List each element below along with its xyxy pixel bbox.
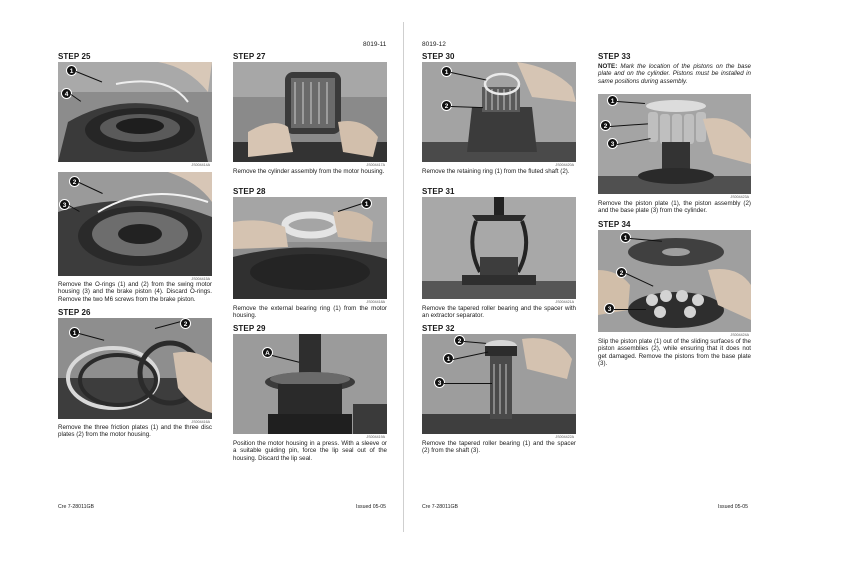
- callout-3: 3: [59, 199, 70, 210]
- step-25-caption: Remove the O-rings (1) and (2) from the swing motor housing (3) and the brake piston (4). Discard O-rings. Remove the two M6 screws from the brake piston.: [58, 281, 212, 303]
- callout-1: 1: [66, 65, 77, 76]
- left-page: [0, 0, 405, 581]
- step-29-caption: Position the motor housing in a press. With a sleeve or a suitable guiding pin, force the lip seal out of the housing. Discard the lip seal.: [233, 440, 387, 462]
- step-25-photo-1: [58, 62, 212, 162]
- step-28-caption: Remove the external bearing ring (1) from the motor housing.: [233, 305, 387, 320]
- step-27-photo: [233, 62, 387, 162]
- note-label: NOTE:: [598, 63, 618, 70]
- step-28-photo: [233, 197, 387, 299]
- footer-code: Cre 7-28011GB: [58, 504, 94, 510]
- step-29-title: STEP 29: [233, 324, 266, 333]
- step-29-photo: [233, 334, 387, 434]
- step-30-photo: [422, 62, 576, 162]
- callout-2: 2: [600, 120, 611, 131]
- callout-3: 3: [604, 303, 615, 314]
- leader-line: [444, 383, 492, 384]
- page-number: 8019-11: [363, 41, 387, 48]
- step-32-caption: Remove the tapered roller bearing (1) and the spacer (2) from the shaft (3).: [422, 440, 576, 455]
- figure-id: JS004419A: [366, 435, 385, 439]
- step-25-photo-2: [58, 172, 212, 276]
- page-number: 8019-12: [422, 41, 446, 48]
- callout-1: 1: [441, 66, 452, 77]
- callout-2: 2: [454, 335, 465, 346]
- step-31-photo: [422, 197, 576, 299]
- callout-2: 2: [69, 176, 80, 187]
- footer-code: Cre 7-28011GB: [422, 504, 458, 510]
- step-31-caption: Remove the tapered roller bearing and the spacer with an extractor separator.: [422, 305, 576, 320]
- callout-1: 1: [69, 327, 80, 338]
- figure-id: JS004415A: [191, 277, 210, 281]
- step-27-title: STEP 27: [233, 52, 266, 61]
- figure-id: JS004417A: [366, 163, 385, 167]
- callout-2: 2: [180, 318, 191, 329]
- step-33-caption: Remove the piston plate (1), the piston assembly (2) and the base plate (3) from the cylinder.: [598, 200, 751, 215]
- figure-id: JS004414A: [191, 163, 210, 167]
- footer-issued: Issued 05-05: [718, 504, 748, 510]
- step-32-title: STEP 32: [422, 324, 455, 333]
- note-text: Mark the location of the pistons on the base plate and on the cylinder. Pistons must be installed in same positions during assembly.: [598, 63, 751, 85]
- step-27-caption: Remove the cylinder assembly from the motor housing.: [233, 168, 385, 175]
- callout-1: 1: [361, 198, 372, 209]
- step-25-title: STEP 25: [58, 52, 91, 61]
- figure-id: JS004422A: [555, 435, 574, 439]
- step-26-caption: Remove the three friction plates (1) and the three disc plates (2) from the motor housing.: [58, 424, 212, 439]
- step-31-title: STEP 31: [422, 187, 455, 196]
- step-28-title: STEP 28: [233, 187, 266, 196]
- figure-id: JS004423A: [730, 195, 749, 199]
- callout-1: 1: [443, 353, 454, 364]
- step-34-title: STEP 34: [598, 220, 631, 229]
- figure-id: JS004424A: [730, 333, 749, 337]
- footer-issued: Issued 05-05: [356, 504, 386, 510]
- figure-id: JS004420A: [555, 163, 574, 167]
- callout-4: 4: [61, 88, 72, 99]
- callout-2: 2: [441, 100, 452, 111]
- step-32-photo: [422, 334, 576, 434]
- step-30-caption: Remove the retaining ring (1) from the fluted shaft (2).: [422, 168, 570, 175]
- callout-a: A: [262, 347, 273, 358]
- callout-3: 3: [434, 377, 445, 388]
- step-34-caption: Slip the piston plate (1) out of the sliding surfaces of the piston assemblies (2), while ensuring that it does not get damaged. Remove the pistons from the base plate (3).: [598, 338, 751, 367]
- figure-id: JS004416A: [191, 420, 210, 424]
- right-page: [406, 0, 841, 581]
- callout-2: 2: [616, 267, 627, 278]
- callout-1: 1: [620, 232, 631, 243]
- leader-line: [614, 309, 646, 310]
- callout-1: 1: [607, 95, 618, 106]
- figure-id: JS004418A: [366, 300, 385, 304]
- step-33-title: STEP 33: [598, 52, 631, 61]
- step-30-title: STEP 30: [422, 52, 455, 61]
- figure-id: JS004421A: [555, 300, 574, 304]
- step-26-title: STEP 26: [58, 308, 91, 317]
- step-34-photo: [598, 230, 751, 332]
- callout-3: 3: [607, 138, 618, 149]
- step-33-note: [598, 63, 751, 85]
